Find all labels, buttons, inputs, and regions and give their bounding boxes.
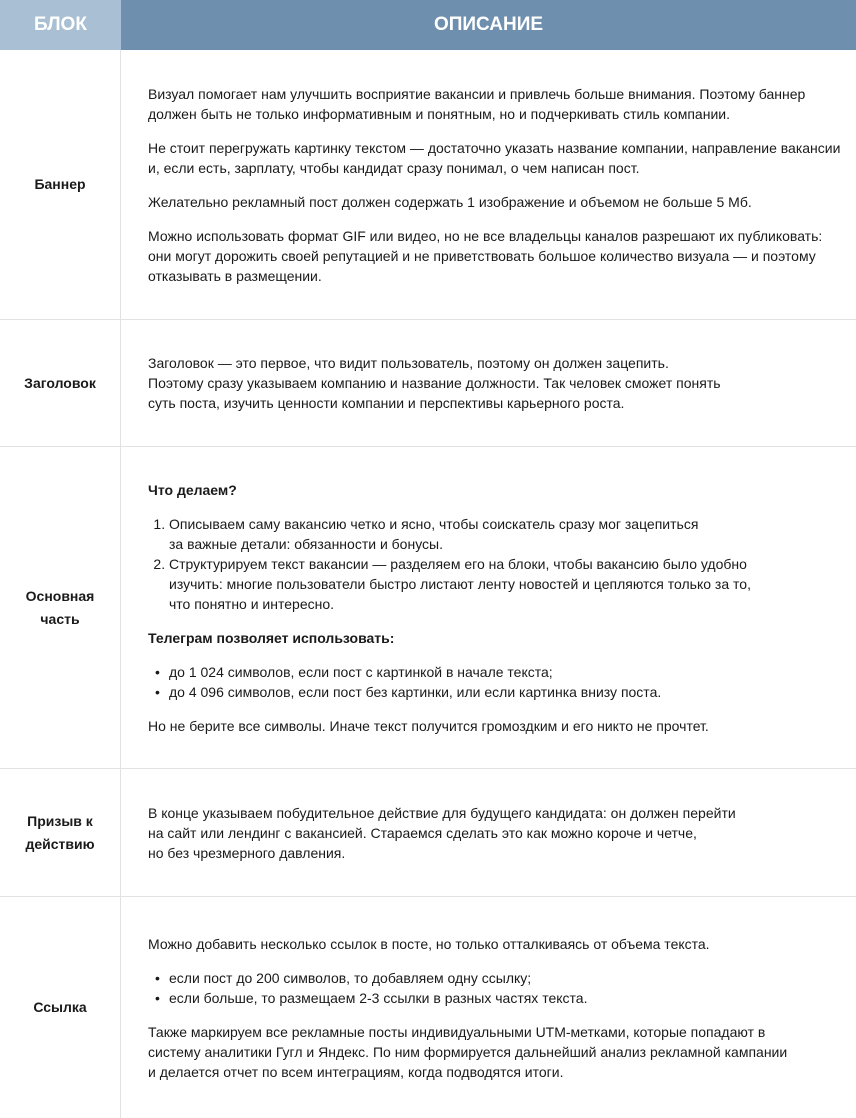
- text-line: суть поста, изучить ценности компании и перспективы карьерного роста.: [148, 395, 625, 411]
- paragraph: [148, 1022, 846, 1082]
- table-row-headline: [0, 320, 856, 447]
- list-item: • до 1 024 символов, если пост с картинкой в начале текста;: [148, 662, 846, 682]
- table-row-link: [0, 897, 856, 1118]
- row-label: Заголовок: [0, 320, 121, 446]
- list-item: • до 4 096 символов, если пост без картинки, или если картинка внизу поста.: [148, 682, 846, 702]
- row-description: [121, 320, 856, 446]
- label-line: часть: [40, 610, 80, 627]
- label-line: Основная: [25, 587, 95, 604]
- table-header: [0, 0, 856, 50]
- table-row-call-to-action: [0, 769, 856, 897]
- text-line: на сайт или лендинг с вакансией. Стараемся сделать это как можно короче и четче,: [148, 824, 697, 841]
- row-label: Ссылка: [0, 897, 121, 1118]
- list-item: 2. Структурируем текст вакансии — разделяем его на блоки, чтобы вакансию было удобно изучить: многие пользователи быстро листают ленту новостей и цепляются только за то, что понятно и интересно.: [169, 554, 846, 614]
- paragraph: Можно добавить несколько ссылок в посте, но только отталкиваясь от объема текста.: [148, 935, 710, 952]
- subheading: Телеграм позволяет использовать:: [148, 629, 395, 646]
- paragraph: Можно использовать формат GIF или видео, но не все владельцы каналов разрешают их публиковать: они могут дорожить своей репутацией и не приветствовать большое количество визуала — и поэтому отказывать в размещении.: [148, 227, 823, 284]
- bullet-list: [148, 968, 846, 1008]
- header-description: ОПИСАНИЕ: [121, 0, 856, 50]
- row-description: [121, 447, 856, 768]
- label-line: Призыв к: [27, 812, 93, 829]
- paragraph: Не стоит перегружать картинку текстом — достаточно указать название компании, направление вакансии и, если есть, зарплату, чтобы кандидат сразу понимал, о чем написан пост.: [148, 139, 841, 176]
- text-line: В конце указываем побудительное действие для будущего кандидата: он должен перейти: [148, 804, 736, 821]
- text-line: систему аналитики Гугл и Яндекс. По ним формируется дальнейший анализ рекламной кампании: [148, 1043, 788, 1060]
- paragraph: [148, 803, 846, 863]
- row-description: [121, 50, 856, 319]
- row-description: [121, 897, 856, 1118]
- header-block: БЛОК: [0, 0, 121, 50]
- row-label: [0, 769, 121, 896]
- paragraph: Визуал помогает нам улучшить восприятие вакансии и привлечь больше внимания. Поэтому баннер должен быть не только информативным и понятным, но и подчеркивать стиль компании.: [148, 85, 806, 122]
- text-line: и делается отчет по всем интеграциям, когда подводятся итоги.: [148, 1063, 564, 1080]
- row-label: Баннер: [0, 50, 121, 319]
- subheading: Что делаем?: [148, 481, 237, 498]
- list-item: • если больше, то размещаем 2-3 ссылки в разных частях текста.: [148, 988, 846, 1008]
- text-line: Поэтому сразу указываем компанию и название должности. Так человек сможет понять: [148, 375, 721, 391]
- table-row-banner: [0, 50, 856, 320]
- list-item: • если пост до 200 символов, то добавляем одну ссылку;: [148, 968, 846, 988]
- text-line: Заголовок — это первое, что видит пользователь, поэтому он должен зацепить.: [148, 355, 669, 371]
- table-row-main-part: [0, 447, 856, 769]
- numbered-list: [148, 514, 846, 614]
- label-line: действию: [25, 835, 95, 852]
- paragraph: [148, 353, 846, 413]
- paragraph: Желательно рекламный пост должен содержать 1 изображение и объемом не больше 5 Мб.: [148, 193, 752, 210]
- row-description: [121, 769, 856, 896]
- text-line: но без чрезмерного давления.: [148, 844, 346, 861]
- paragraph: Но не берите все символы. Иначе текст получится громоздким и его никто не прочтет.: [148, 717, 709, 734]
- row-label: [0, 447, 121, 768]
- list-item: 1. Описываем саму вакансию четко и ясно, чтобы соискатель сразу мог зацепиться за важные детали: обязанности и бонусы.: [169, 514, 846, 554]
- text-line: Также маркируем все рекламные посты индивидуальными UTM-метками, которые попадают в: [148, 1023, 766, 1040]
- bullet-list: [148, 662, 846, 702]
